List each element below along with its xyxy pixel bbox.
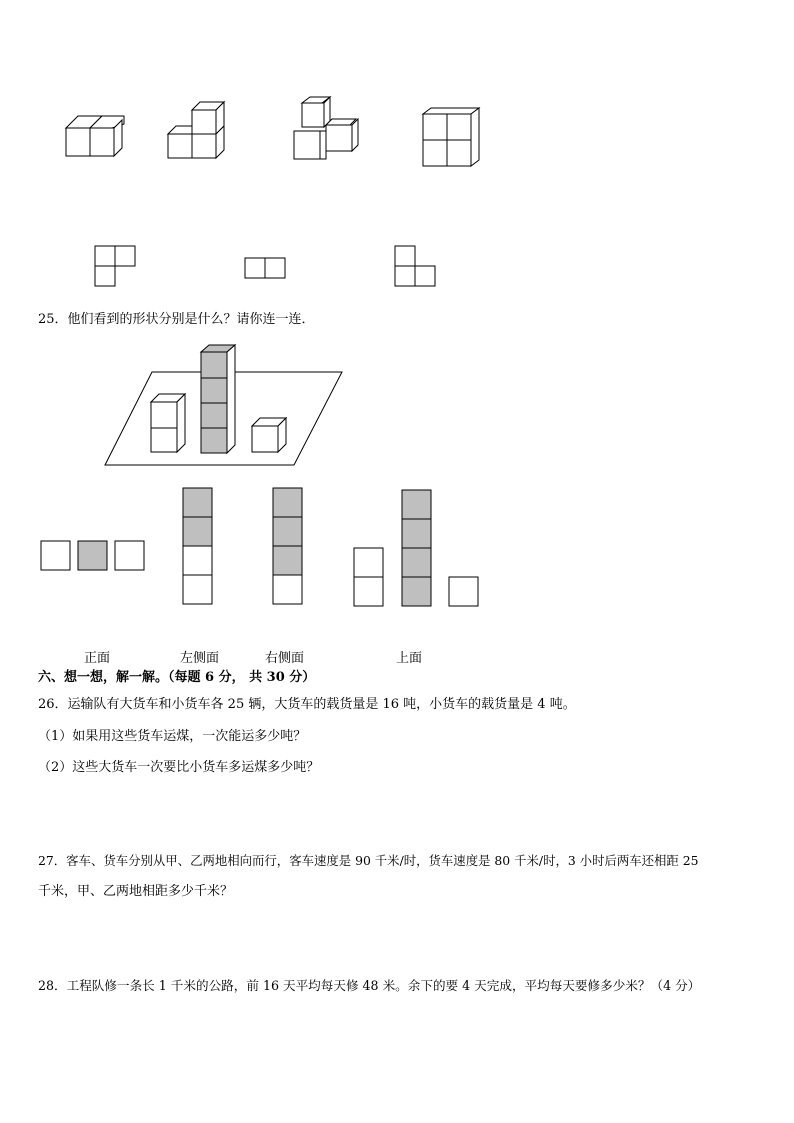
option-shape-3 — [272, 487, 304, 607]
question-25-title: 25．他们看到的形状分别是什么？请你连一连． — [38, 312, 315, 327]
cube-figure-3 — [292, 95, 362, 163]
question-26-part-2: （2）这些大货车一次要比小货车多运煤多少吨？ — [38, 760, 320, 775]
label-front: 正面 — [84, 651, 111, 666]
option-shape-2 — [182, 487, 214, 607]
cube-scene — [104, 344, 344, 468]
view-shape-1 — [94, 245, 136, 287]
label-left-side: 左侧面 — [180, 651, 220, 666]
cube-figure-2 — [166, 100, 226, 162]
question-28: 28．工程队修一条长 1 千米的公路，前 16 天平均每天修 48 米。余下的要 4 天完成，平均每天要修多少米？（4 分） — [38, 978, 701, 993]
question-26-part-1: （1）如果用这些货车运煤，一次能运多少吨？ — [38, 729, 307, 744]
label-right-side: 右侧面 — [265, 651, 305, 666]
cube-figure-4 — [421, 106, 483, 168]
section-6-heading: 六、想一想，解一解。（每题 6 分， 共 30 分） — [38, 670, 316, 685]
question-27-line-2: 千米，甲、乙两地相距多少千米？ — [38, 884, 234, 899]
view-shape-3 — [394, 245, 436, 287]
option-shape-1 — [40, 540, 146, 572]
cube-figure-1 — [64, 114, 124, 158]
label-top: 上面 — [396, 651, 423, 666]
view-shape-2 — [244, 257, 286, 279]
question-26: 26．运输队有大货车和小货车各 25 辆，大货车的载货量是 16 吨，小货车的载货量是 4 吨。 — [38, 697, 576, 712]
option-shape-4 — [353, 489, 481, 609]
question-27-line-1: 27．客车、货车分别从甲、乙两地相向而行，客车速度是 90 千米/时，货车速度是 80 千米/时，3 小时后两车还相距 25 — [38, 853, 699, 868]
